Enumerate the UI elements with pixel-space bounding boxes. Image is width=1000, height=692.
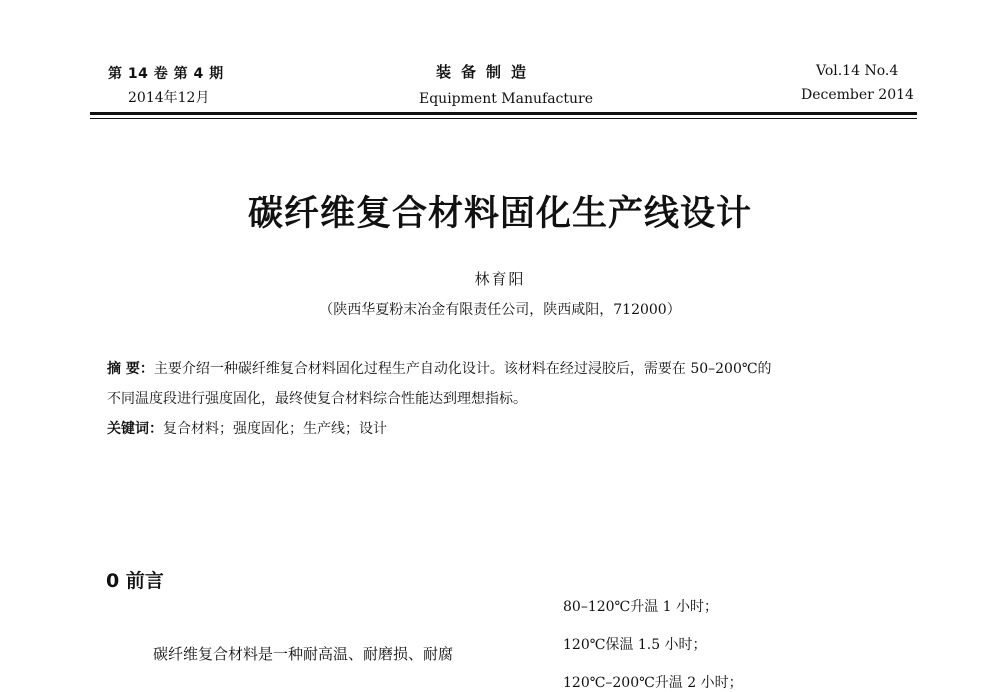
author-affiliation: （陕西华夏粉末冶金有限责任公司，陕西咸阳，712000） [319, 302, 681, 318]
keywords-line [107, 420, 387, 438]
volume-issue-cn: 第 14 卷 第 4 期 [108, 66, 224, 82]
abstract-line-2: 不同温度段进行强度固化，最终使复合材料综合性能达到理想指标。 [107, 391, 527, 407]
abstract-label: 摘 要： [107, 361, 154, 377]
curing-step-1: 80–120℃升温 1 小时； [563, 599, 719, 615]
volume-issue-en: Vol.14 No.4 [816, 63, 899, 79]
date-en: December 2014 [801, 87, 914, 103]
keywords-text: 复合材料；强度固化；生产线；设计 [163, 421, 387, 437]
journal-title-en: Equipment Manufacture [419, 91, 593, 107]
intro-paragraph-line-1: 碳纤维复合材料是一种耐高温、耐磨损、耐腐 [153, 645, 454, 663]
section-heading: 0 前言 [106, 570, 164, 592]
date-cn: 2014年12月 [128, 90, 210, 106]
header-rule-thick [90, 112, 917, 115]
abstract-text-1: 主要介绍一种碳纤维复合材料固化过程生产自动化设计。该材料在经过浸胶后，需要在 50–200℃的 [153, 361, 772, 377]
author-name: 林育阳 [474, 270, 526, 288]
article-title: 碳纤维复合材料固化生产线设计 [247, 194, 752, 234]
abstract-line-1 [107, 360, 772, 378]
journal-title-cn: 装备制造 [436, 63, 537, 81]
keywords-label: 关键词： [107, 421, 163, 437]
header-rule-thin [90, 118, 917, 119]
curing-step-2: 120℃保温 1.5 小时； [563, 637, 707, 653]
curing-step-3: 120℃–200℃升温 2 小时； [563, 675, 743, 691]
